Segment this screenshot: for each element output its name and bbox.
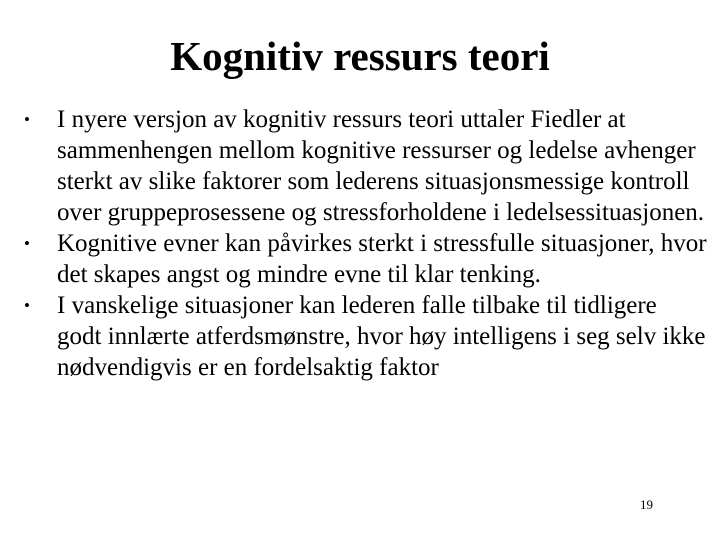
- bullet-text: I nyere versjon av kognitiv ressurs teori uttaler Fiedler at sammenhengen mellom kognitive ressurser og ledelse avhenger sterkt av slike faktorer som lederens situasjonsmessige kontroll over gruppeprosessene og stressforholdene i ledelsessituasjonen.: [57, 106, 705, 226]
- bullet-dot-icon: •: [24, 234, 30, 253]
- bullet-list: [24, 104, 707, 383]
- slide-number: 19: [640, 497, 653, 512]
- bullet-item: [24, 290, 707, 383]
- bullet-dot-icon: •: [24, 296, 30, 315]
- bullet-item: [24, 228, 707, 290]
- bullet-text: I vanskelige situasjoner kan lederen falle tilbake til tidligere godt innlærte atferdsmønstre, hvor høy intelligens i seg selv ikke nødvendigvis er en fordelsaktig faktor: [57, 292, 706, 381]
- slide-title: Kognitiv ressurs teori: [170, 33, 550, 79]
- bullet-text: Kognitive evner kan påvirkes sterkt i stressfulle situasjoner, hvor det skapes angst og mindre evne til klar tenking.: [57, 230, 707, 288]
- bullet-dot-icon: •: [24, 110, 30, 129]
- bullet-item: [24, 104, 707, 228]
